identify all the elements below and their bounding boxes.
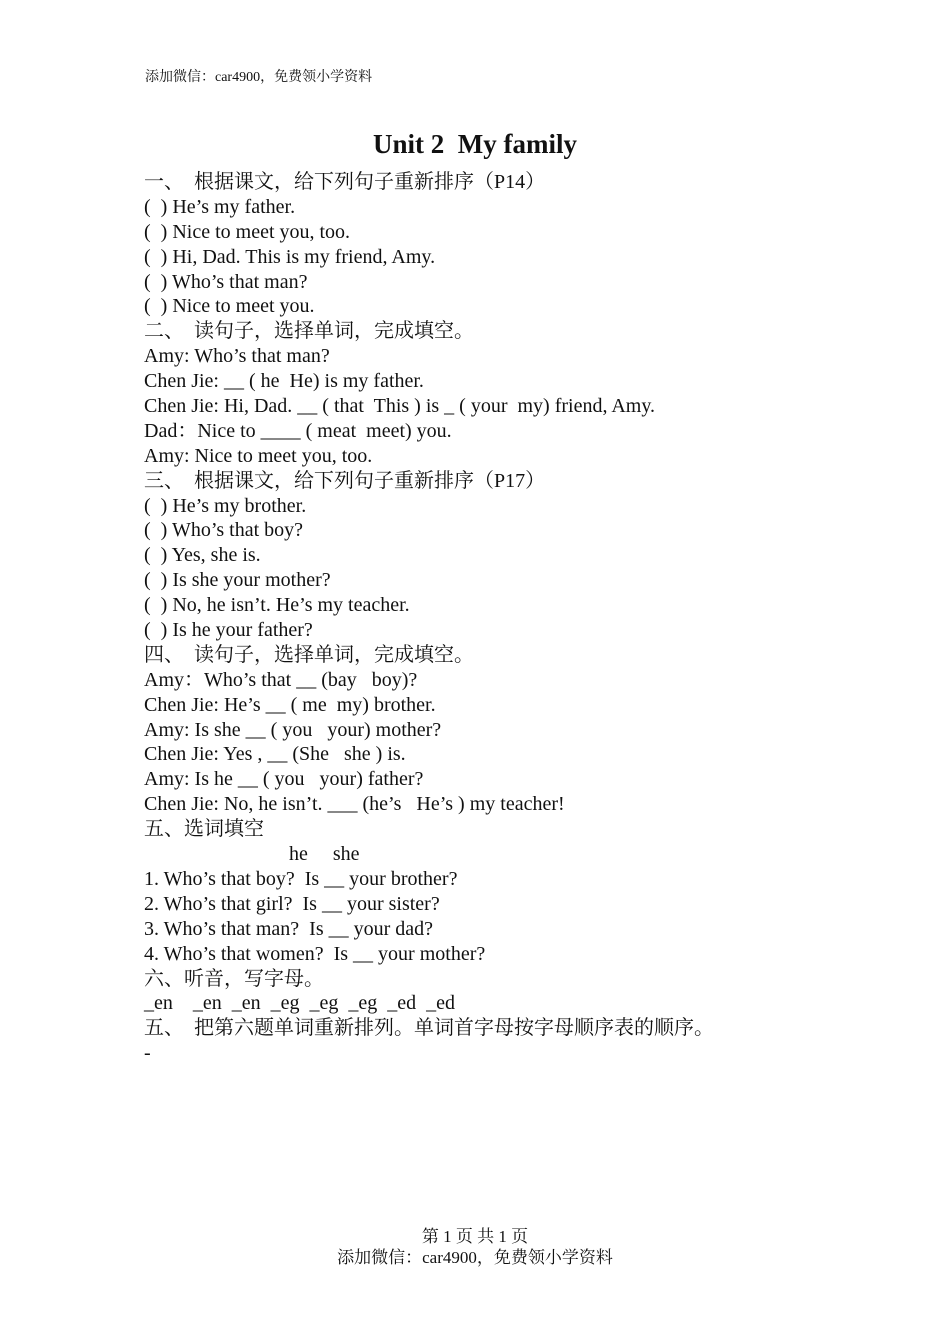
section-3-heading: 三、 根据课文，给下列句子重新排序（P17）	[144, 469, 546, 492]
fill-item: 1. Who’s that boy? Is __ your brother?	[144, 867, 458, 890]
dialogue-line: Chen Jie: He’s __ ( me my) brother.	[144, 693, 436, 716]
section-4-heading: 四、 读句子，选择单词，完成填空。	[144, 643, 474, 666]
worksheet-body	[144, 170, 844, 1066]
dialogue-line: Dad：Nice to ____ ( meat meet) you.	[144, 419, 452, 442]
dialogue-line: Chen Jie: Hi, Dad. __ ( that This ) is _ ( your my) friend, Amy.	[144, 395, 656, 418]
dialogue-line: Chen Jie: No, he isn’t. ___ (he’s He’s ) my teacher!	[144, 793, 565, 816]
page-header: 添加微信：car4900，免费领小学资料	[145, 70, 373, 85]
order-item: ( ) Who’s that boy?	[144, 519, 304, 542]
fill-item: 3. Who’s that man? Is __ your dad?	[144, 917, 434, 940]
order-item: ( ) Is he your father?	[144, 619, 313, 642]
order-item: ( ) Who’s that man?	[144, 270, 308, 293]
dialogue-line: Amy：Who’s that __ (bay boy)?	[144, 668, 418, 691]
order-item: ( ) Nice to meet you, too.	[144, 220, 351, 243]
fill-item: 4. Who’s that women? Is __ your mother?	[144, 942, 486, 965]
dialogue-line: Amy: Nice to meet you, too.	[144, 444, 373, 467]
order-item: ( ) Yes, she is.	[144, 544, 261, 567]
section-6-heading: 六、听音，写字母。	[144, 967, 324, 990]
section-1-heading: 一、 根据课文，给下列句子重新排序（P14）	[144, 171, 546, 193]
order-item: ( ) Nice to meet you.	[144, 295, 315, 318]
section-5-heading: 五、选词填空	[144, 818, 264, 841]
fill-item: 2. Who’s that girl? Is __ your sister?	[144, 892, 440, 915]
dialogue-line: Amy: Is he __ ( you your) father?	[144, 768, 424, 791]
letter-blanks: _en _en _en _eg _eg _eg _ed _ed	[144, 992, 456, 1015]
order-item: ( ) No, he isn’t. He’s my teacher.	[144, 594, 410, 617]
order-item: ( ) Is she your mother?	[144, 569, 331, 592]
dialogue-line: Chen Jie: Yes , __ (She she ) is.	[144, 743, 406, 766]
answer-line: -	[144, 1042, 151, 1065]
word-bank: he she	[289, 843, 360, 866]
order-item: ( ) He’s my brother.	[144, 494, 307, 517]
order-item: ( ) Hi, Dad. This is my friend, Amy.	[144, 245, 436, 268]
section-2-heading: 二、 读句子，选择单词，完成填空。	[144, 320, 474, 343]
dialogue-line: Chen Jie: __ ( he He) is my father.	[144, 370, 424, 393]
page-footer: 添加微信：car4900，免费领小学资料	[337, 1248, 613, 1267]
section-7-heading: 五、 把第六题单词重新排列。单词首字母按字母顺序表的顺序。	[144, 1017, 714, 1040]
page-number: 第 1 页 共 1 页	[421, 1227, 529, 1246]
order-item: ( ) He’s my father.	[144, 195, 296, 218]
dialogue-line: Amy: Is she __ ( you your) mother?	[144, 718, 442, 741]
page-title: Unit 2 My family	[373, 129, 577, 159]
dialogue-line: Amy: Who’s that man?	[144, 345, 330, 368]
